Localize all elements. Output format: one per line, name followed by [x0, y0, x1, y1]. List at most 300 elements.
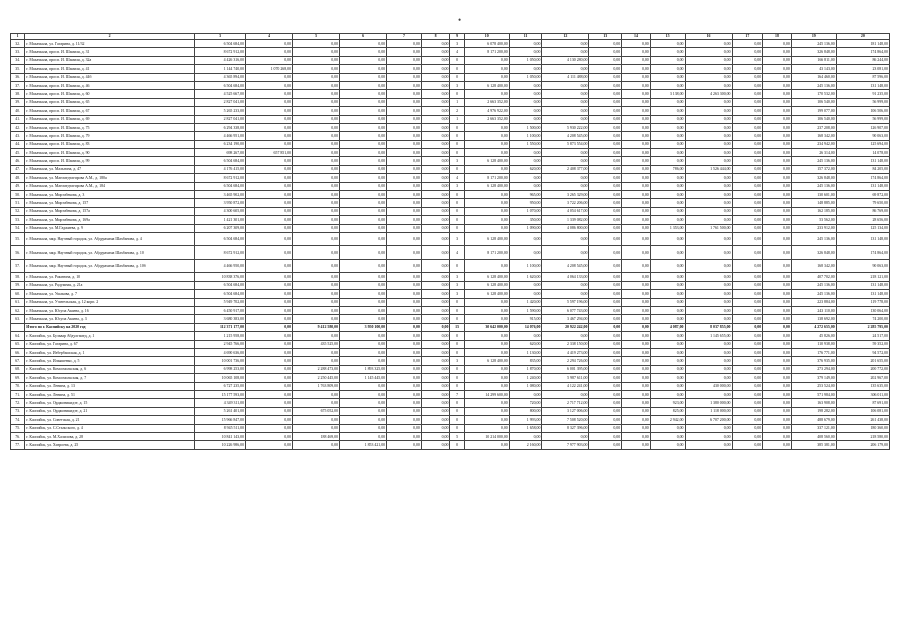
row-value: 245 136,00 — [791, 157, 836, 165]
row-value: 0,00 — [732, 132, 763, 140]
row-value: 0,00 — [340, 273, 387, 281]
row-value: 245 136,00 — [791, 182, 836, 190]
row-value: 3 — [450, 40, 464, 48]
row-value: 0,00 — [387, 246, 422, 260]
row-value: 0,00 — [763, 259, 792, 273]
row-value: 0,00 — [387, 416, 422, 424]
row-value: 0,00 — [421, 65, 450, 73]
row-value: 0,00 — [732, 281, 763, 289]
row-value: 0,00 — [622, 107, 651, 115]
row-value: 106 081,00 — [836, 407, 889, 415]
row-value: 0,00 — [732, 224, 763, 232]
row-value: 0,00 — [421, 157, 450, 165]
row-number: 55. — [11, 232, 25, 246]
row-value: 0,00 — [246, 199, 293, 207]
row-value: 0,00 — [421, 424, 450, 432]
row-value: 125 694,00 — [836, 140, 889, 148]
row-value: 0,00 — [650, 132, 685, 140]
column-number: 6 — [340, 34, 387, 40]
column-number: 7 — [387, 34, 422, 40]
row-value: 5 930 222,00 — [542, 123, 589, 131]
row-value: 0,00 — [622, 332, 651, 340]
row-value: 0,00 — [387, 182, 422, 190]
row-value: 0,00 — [589, 123, 622, 131]
column-number: 19 — [791, 34, 836, 40]
row-value: 0,00 — [464, 340, 509, 348]
row-value: 0,00 — [622, 165, 651, 173]
row-number: 72. — [11, 399, 25, 407]
row-value: 0,00 — [387, 441, 422, 449]
row-value: 0,00 — [763, 349, 792, 357]
row-value: 0,00 — [340, 232, 387, 246]
row-value: 0,00 — [464, 56, 509, 64]
row-value: 0,00 — [509, 81, 542, 89]
row-value: 0,00 — [464, 207, 509, 215]
row-value: 6 077 743,00 — [542, 307, 589, 315]
row-value: 1 658,00 — [509, 424, 542, 432]
row-value: 243 110,00 — [791, 307, 836, 315]
row-value: 0,00 — [464, 298, 509, 306]
row-value: 0,00 — [650, 65, 685, 73]
row-value: 0,00 — [732, 259, 763, 273]
row-number — [11, 323, 25, 331]
row-value: 0,00 — [509, 232, 542, 246]
row-value: 0,00 — [589, 246, 622, 260]
table-row — [11, 174, 890, 182]
row-value: 0,00 — [340, 115, 387, 123]
row-value: 90 063,00 — [836, 132, 889, 140]
row-value: 0,00 — [685, 281, 732, 289]
column-number: 8 — [421, 34, 450, 40]
row-value: 1 339 082,00 — [542, 216, 589, 224]
row-value: 0,00 — [622, 216, 651, 224]
row-value: 200 772,00 — [836, 365, 889, 373]
row-value: 0,00 — [622, 140, 651, 148]
row-value: 131 148,00 — [836, 281, 889, 289]
row-value: 0,00 — [340, 182, 387, 190]
row-number: 57. — [11, 259, 25, 273]
row-value: 0,00 — [763, 107, 792, 115]
row-value: 131 148,00 — [836, 232, 889, 246]
row-value: 0,00 — [589, 357, 622, 365]
row-value: 0,00 — [589, 407, 622, 415]
row-value: 0,00 — [421, 432, 450, 440]
row-value: 0,00 — [246, 232, 293, 246]
row-value: 0,00 — [589, 382, 622, 390]
row-value: 0,00 — [763, 246, 792, 260]
row-address: г. Махачкала, просп. И. Шамиля, д. 99 — [25, 157, 195, 165]
row-value: 0,00 — [589, 390, 622, 398]
row-value: 0,00 — [685, 290, 732, 298]
row-value: 3 — [450, 357, 464, 365]
row-value: 0,00 — [622, 407, 651, 415]
row-value: 130 601,00 — [791, 191, 836, 199]
row-value: 0,00 — [509, 157, 542, 165]
row-value: 0,00 — [650, 315, 685, 323]
row-number: 36. — [11, 73, 25, 81]
row-value: 0,00 — [589, 40, 622, 48]
row-value: 0,00 — [387, 48, 422, 56]
table-row — [11, 207, 890, 215]
row-value: 181 148,00 — [836, 40, 889, 48]
row-number: 77. — [11, 441, 25, 449]
row-value: 131 148,00 — [836, 182, 889, 190]
row-value: 0 — [450, 365, 464, 373]
row-value: 0,00 — [542, 149, 589, 157]
row-value: 0,00 — [685, 81, 732, 89]
row-number: 66. — [11, 349, 25, 357]
row-value: 0,00 — [293, 216, 340, 224]
row-value: 0,00 — [246, 349, 293, 357]
row-value: 4 176 415,00 — [194, 165, 245, 173]
row-value: 0,00 — [685, 174, 732, 182]
row-value: 0,00 — [293, 416, 340, 424]
row-value: 0,00 — [542, 232, 589, 246]
row-value: 0 — [450, 224, 464, 232]
row-value: 0,00 — [293, 174, 340, 182]
row-value: 6 128 400,00 — [464, 273, 509, 281]
row-value: 0,00 — [421, 349, 450, 357]
row-value: 4 130 280,00 — [542, 56, 589, 64]
row-value: 571 984,00 — [791, 390, 836, 398]
row-value: 0,00 — [387, 390, 422, 398]
row-value: 125 134,00 — [836, 224, 889, 232]
row-value: 0,00 — [340, 73, 387, 81]
row-value: 0,00 — [293, 90, 340, 98]
row-value: 0,00 — [293, 307, 340, 315]
row-value: 0,00 — [622, 232, 651, 246]
row-value: 26 314,00 — [791, 149, 836, 157]
row-value: 4 466 950,00 — [194, 259, 245, 273]
column-number: 20 — [836, 34, 889, 40]
row-value: 0,00 — [685, 441, 732, 449]
row-number: 61. — [11, 298, 25, 306]
row-value: 0,00 — [340, 390, 387, 398]
budget-table — [10, 33, 890, 450]
row-value: 168 342,00 — [791, 259, 836, 273]
row-value: 4 263 300,00 — [685, 90, 732, 98]
row-number: 44. — [11, 140, 25, 148]
row-value: 4 054 617,00 — [542, 207, 589, 215]
column-number: 14 — [622, 34, 651, 40]
row-value: 0,00 — [650, 424, 685, 432]
row-value: 6 128 400,00 — [464, 290, 509, 298]
row-value: 0,00 — [246, 132, 293, 140]
table-row — [11, 65, 890, 73]
row-value: 0,00 — [246, 323, 293, 331]
row-value: 0,00 — [464, 374, 509, 382]
row-value: 0,00 — [650, 232, 685, 246]
row-value: 110 938,00 — [791, 340, 836, 348]
row-number: 41. — [11, 115, 25, 123]
row-number: 37. — [11, 81, 25, 89]
row-address: г. Махачкала, ул. Магомедтагирова А.М., д. 184 — [25, 182, 195, 190]
row-number: 46. — [11, 157, 25, 165]
row-value: 0 — [450, 424, 464, 432]
row-value: 6 128 400,00 — [464, 281, 509, 289]
row-value: 0,00 — [509, 332, 542, 340]
row-value: 0,00 — [340, 132, 387, 140]
row-value: 0,00 — [589, 232, 622, 246]
row-value: 2 945 766,00 — [194, 340, 245, 348]
row-value: 2 288 473,00 — [293, 365, 340, 373]
row-value: 14 078,00 — [836, 149, 889, 157]
row-value: 174 864,00 — [836, 246, 889, 260]
row-value: 157 372,00 — [791, 165, 836, 173]
row-value: 0 — [450, 90, 464, 98]
row-value: 74 200,00 — [836, 315, 889, 323]
table-row — [11, 140, 890, 148]
row-value: 4 525 667,00 — [194, 90, 245, 98]
row-address: г. Махачкала, ул. Ракитина, д. 10 — [25, 273, 195, 281]
row-number: 68. — [11, 365, 25, 373]
row-value: 0,00 — [246, 340, 293, 348]
row-value: 0,00 — [542, 81, 589, 89]
row-value: 0,00 — [589, 157, 622, 165]
row-value: 0,00 — [685, 132, 732, 140]
row-value: 800,00 — [509, 407, 542, 415]
row-value: 0,00 — [387, 407, 422, 415]
row-value: 0,00 — [622, 224, 651, 232]
table-row — [11, 357, 890, 365]
row-value: 0,00 — [650, 290, 685, 298]
row-value: 0,00 — [509, 115, 542, 123]
table-row — [11, 98, 890, 106]
row-value: 6 128 400,00 — [464, 182, 509, 190]
row-value: 0,00 — [340, 349, 387, 357]
row-value: 0,00 — [387, 298, 422, 306]
row-value: 0,00 — [650, 73, 685, 81]
row-value: 0,00 — [421, 273, 450, 281]
row-value: 0,00 — [732, 65, 763, 73]
row-value: 350,00 — [509, 216, 542, 224]
row-value: 0,00 — [732, 81, 763, 89]
row-value: 0,00 — [589, 332, 622, 340]
row-value: 0,00 — [589, 290, 622, 298]
row-value: 0,00 — [763, 207, 792, 215]
row-value: 0,00 — [387, 157, 422, 165]
row-value: 0,00 — [421, 382, 450, 390]
row-value: 148 885,00 — [791, 199, 836, 207]
row-address: г. Махачкала, ул. Ушакова, д. 7 — [25, 290, 195, 298]
row-number: 51. — [11, 199, 25, 207]
row-number: 73. — [11, 407, 25, 415]
row-value: 131 148,00 — [836, 157, 889, 165]
row-value: 0,00 — [650, 340, 685, 348]
row-value: 20 922 242,00 — [542, 323, 589, 331]
row-number: 63. — [11, 315, 25, 323]
row-value: 0,00 — [763, 390, 792, 398]
row-value: 0,00 — [732, 416, 763, 424]
row-value: 0,00 — [421, 123, 450, 131]
row-number: 32. — [11, 40, 25, 48]
row-value: 170 532,00 — [791, 90, 836, 98]
row-value: 0,00 — [246, 432, 293, 440]
row-value: 0,00 — [622, 81, 651, 89]
row-value: 0,00 — [340, 399, 387, 407]
row-value: 720,00 — [509, 399, 542, 407]
row-value: 0,00 — [589, 48, 622, 56]
row-value: 0,00 — [650, 374, 685, 382]
row-number: 65. — [11, 340, 25, 348]
table-row — [11, 374, 890, 382]
row-value: 0,00 — [622, 246, 651, 260]
row-value: 0,00 — [421, 407, 450, 415]
row-address: г. Махачкала, просп. И. Шамиля, д. 32а — [25, 56, 195, 64]
row-value: 0,00 — [464, 382, 509, 390]
row-value: 0,00 — [421, 298, 450, 306]
row-value: 0,00 — [421, 323, 450, 331]
row-value: 0,00 — [340, 432, 387, 440]
row-value: 43 143,00 — [791, 65, 836, 73]
row-value: 0,00 — [387, 65, 422, 73]
row-value: 0,00 — [421, 340, 450, 348]
row-value: 0,00 — [732, 174, 763, 182]
row-value: 0,00 — [763, 56, 792, 64]
row-value: 9 412 580,00 — [293, 323, 340, 331]
row-value: 0 — [450, 374, 464, 382]
table-row — [11, 259, 890, 273]
row-value: 0,00 — [622, 132, 651, 140]
row-value: 0,00 — [763, 374, 792, 382]
row-value: 0,00 — [246, 224, 293, 232]
row-value: 176 771,00 — [791, 349, 836, 357]
row-value: 0,00 — [650, 149, 685, 157]
row-value: 253 524,00 — [791, 382, 836, 390]
row-value: 0,00 — [622, 307, 651, 315]
row-value: 0,00 — [732, 90, 763, 98]
row-value: 0,00 — [421, 107, 450, 115]
row-value: 0,00 — [421, 165, 450, 173]
row-value: 0,00 — [340, 224, 387, 232]
row-value: 0,00 — [622, 315, 651, 323]
row-value: 4 426 316,00 — [194, 56, 245, 64]
row-value: 835,00 — [509, 357, 542, 365]
row-value: 0 — [450, 307, 464, 315]
row-value: 6 001 395,00 — [542, 365, 589, 373]
row-value: 0,00 — [589, 273, 622, 281]
column-number: 13 — [589, 34, 622, 40]
row-value: 1 130,00 — [509, 349, 542, 357]
row-value: 0,00 — [763, 48, 792, 56]
row-value: 0,00 — [685, 259, 732, 273]
row-value: 2 294 726,00 — [542, 357, 589, 365]
row-value: 0,00 — [509, 48, 542, 56]
row-value: 8 672 912,00 — [194, 48, 245, 56]
row-value: 0,00 — [732, 56, 763, 64]
row-value: 0,00 — [650, 216, 685, 224]
row-value: 6 128 400,00 — [464, 232, 509, 246]
row-value: 657 851,00 — [246, 149, 293, 157]
row-value: 2 663 352,00 — [464, 98, 509, 106]
row-value: 0,00 — [732, 123, 763, 131]
row-value: 0,00 — [464, 416, 509, 424]
row-value: 0,00 — [464, 349, 509, 357]
row-value: 0,00 — [246, 290, 293, 298]
row-value: 0,00 — [763, 357, 792, 365]
row-value: 0,00 — [421, 98, 450, 106]
row-value: 0,00 — [622, 399, 651, 407]
row-value: 0,00 — [464, 224, 509, 232]
row-value: 0,00 — [387, 149, 422, 157]
row-value: 1 080,00 — [509, 382, 542, 390]
row-value: 6 504 684,00 — [194, 232, 245, 246]
row-value: 0,00 — [421, 174, 450, 182]
row-value: 0,00 — [763, 191, 792, 199]
row-value: 0,00 — [589, 182, 622, 190]
row-value: 0,00 — [464, 307, 509, 315]
row-value: 0,00 — [421, 207, 450, 215]
row-number: 35. — [11, 65, 25, 73]
row-value: 0,00 — [685, 40, 732, 48]
row-value: 0,00 — [464, 123, 509, 131]
row-value: 1 050,00 — [509, 73, 542, 81]
row-value: 0,00 — [246, 424, 293, 432]
row-value: 0,00 — [685, 65, 732, 73]
row-value: 0,00 — [246, 259, 293, 273]
row-value: 0,00 — [763, 174, 792, 182]
row-value: 0,00 — [763, 332, 792, 340]
row-value: 915,00 — [509, 315, 542, 323]
row-value: 0,00 — [732, 424, 763, 432]
row-value: 0,00 — [387, 340, 422, 348]
table-row — [11, 40, 890, 48]
row-value: 0,00 — [650, 56, 685, 64]
row-value: 0,00 — [732, 73, 763, 81]
row-value: 6 207 309,00 — [194, 224, 245, 232]
table-row — [11, 432, 890, 440]
row-value: 0,00 — [421, 416, 450, 424]
row-value: 0,00 — [340, 81, 387, 89]
row-value: 0,00 — [732, 407, 763, 415]
row-value: 0,00 — [464, 199, 509, 207]
row-value: 0,00 — [685, 207, 732, 215]
row-value: 6 294 338,00 — [194, 123, 245, 131]
row-value: 0 — [450, 382, 464, 390]
row-value: 0,00 — [340, 290, 387, 298]
row-address: г. Каспийск, ул. Комсомольская, д. 6 — [25, 365, 195, 373]
row-value: 0,00 — [293, 48, 340, 56]
row-value: 0,00 — [387, 73, 422, 81]
row-value: 0 — [450, 441, 464, 449]
row-value: 0,00 — [763, 199, 792, 207]
row-value: 0,00 — [340, 332, 387, 340]
row-value: 0,00 — [246, 191, 293, 199]
row-value: 3 950 100,00 — [340, 323, 387, 331]
table-row — [11, 315, 890, 323]
row-value: 0,00 — [421, 390, 450, 398]
row-value: 0,00 — [650, 298, 685, 306]
table-row — [11, 416, 890, 424]
column-number: 2 — [25, 34, 195, 40]
row-address: г. Махачкала, мкр. Научный городок, ул. Абдурахима Шахбанова, д. 10 — [25, 246, 195, 260]
row-value: 0,00 — [763, 73, 792, 81]
table-row — [11, 390, 890, 398]
row-value: 6 128 400,00 — [464, 81, 509, 89]
row-value: 0,00 — [589, 340, 622, 348]
row-value: 162 185,00 — [791, 207, 836, 215]
row-value: 0,00 — [421, 115, 450, 123]
row-value: 1 893 325,00 — [340, 365, 387, 373]
row-value: 0,00 — [650, 432, 685, 440]
row-value: 0,00 — [421, 232, 450, 246]
row-value: 0,00 — [589, 115, 622, 123]
row-value: 0,00 — [685, 157, 732, 165]
row-value: 2 408 377,00 — [542, 165, 589, 173]
row-value: 1 050,00 — [509, 56, 542, 64]
row-value: 0,00 — [589, 315, 622, 323]
row-value: 223 884,00 — [791, 298, 836, 306]
